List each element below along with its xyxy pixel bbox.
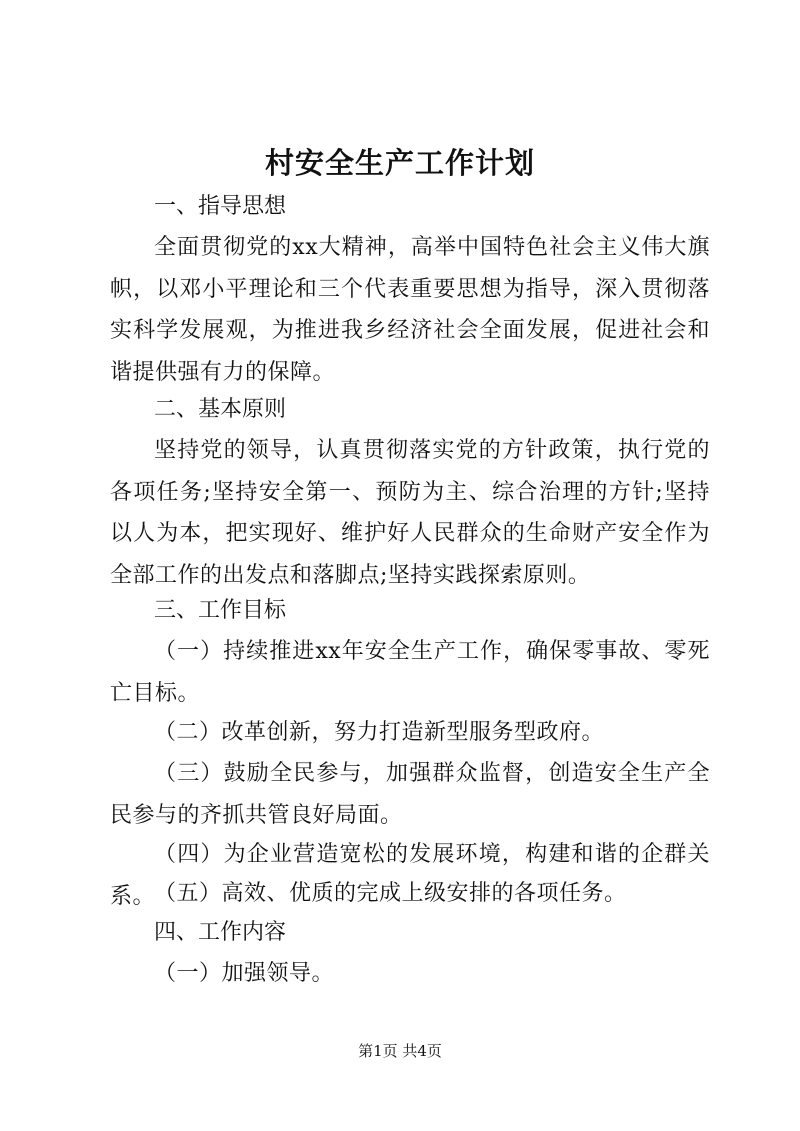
paragraph-guiding-ideology: 全面贯彻党的xx大精神，高举中国特色社会主义伟大旗帜，以邓小平理论和三个代表重要思想为指导，深入贯彻落实科学发展观，为推进我乡经济社会全面发展，促进社会和谐提供强有力的保障。 (110, 235, 710, 385)
goal-item-4: （四）为企业营造宽松的发展环境，构建和谐的企群关系。 (110, 842, 710, 909)
goal-item-5: （五）高效、优质的完成上级安排的各项任务。 (154, 881, 627, 906)
document-title: 村安全生产工作计划 (264, 146, 535, 180)
content-item-1: （一）加强领导。 (154, 961, 335, 986)
section-heading-work-content: 四、工作内容 (154, 920, 287, 945)
section-heading-guiding-ideology: 一、指导思想 (154, 194, 287, 219)
section-heading-work-goals: 三、工作目标 (154, 598, 287, 623)
section-heading-basic-principles: 二、基本原则 (154, 397, 287, 422)
page-number-footer: 第1页 共4页 (358, 1042, 442, 1060)
goal-item-3: （三）鼓励全民参与，加强群众监督，创造安全生产全民参与的齐抓共管良好局面。 (110, 761, 710, 828)
paragraph-basic-principles: 坚持党的领导，认真贯彻落实党的方针政策，执行党的各项任务;坚持安全第一、预防为主、综合治理的方针;坚持以人为本，把实现好、维护好人民群众的生命财产安全作为全部工作的出发点和落脚点;坚持实践探索原则。 (110, 438, 710, 588)
goal-item-2: （二）改革创新，努力打造新型服务型政府。 (154, 720, 605, 745)
goal-item-1: （一）持续推进xx年安全生产工作，确保零事故、零死亡目标。 (110, 639, 710, 706)
